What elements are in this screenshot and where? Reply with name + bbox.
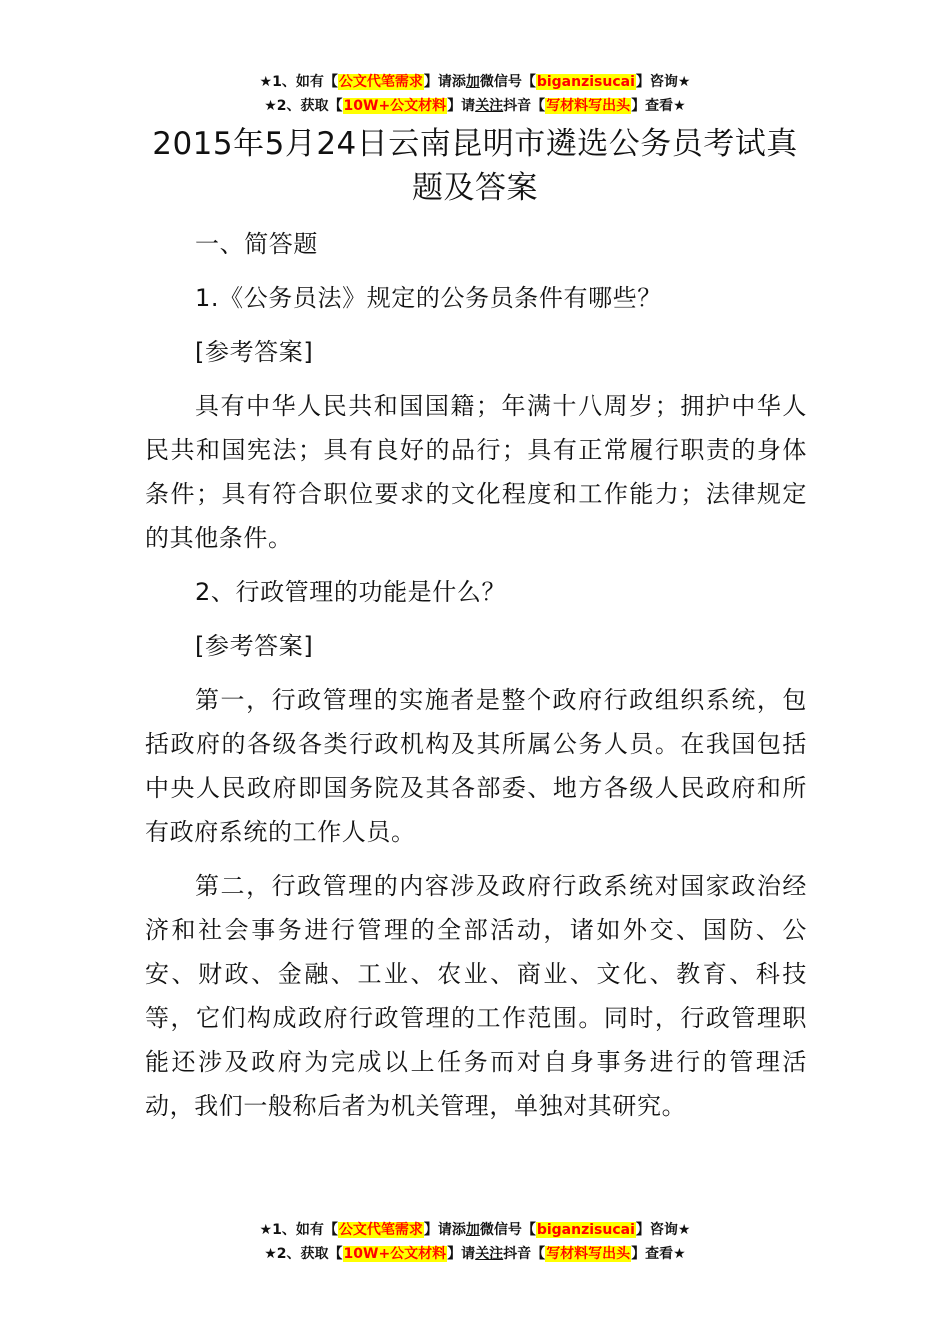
promo-line-2-underline: 关注: [475, 98, 504, 114]
promo-line-2-prefix-bottom: ★2、获取【: [264, 1246, 343, 1262]
promo-line-1: [0, 70, 950, 94]
promo-line-1-bottom: [0, 1218, 950, 1242]
promo-line-2-suffix: 】查看★: [631, 98, 686, 114]
promo-line-1-middle-bottom: 】请添: [423, 1222, 466, 1238]
promo-line-2-prefix: ★2、获取【: [264, 98, 343, 114]
promo-highlight-wechat-id-bottom: biganzisucai: [536, 1222, 635, 1238]
promo-line-1-middle: 】请添: [423, 74, 466, 90]
promo-line-1-middle2-bottom: 微信号【: [479, 1222, 536, 1238]
promo-line-1-prefix-bottom: ★1、如有【: [259, 1222, 338, 1238]
question-1: 1.《公务员法》规定的公务员条件有哪些？: [195, 284, 662, 312]
promo-line-2-suffix-bottom: 】查看★: [631, 1246, 686, 1262]
promo-line-1-prefix: ★1、如有【: [259, 74, 338, 90]
promo-highlight-service-bottom: 公文代笔需求: [338, 1222, 423, 1238]
promo-line-1-suffix: 】咨询★: [635, 74, 691, 90]
promo-line-2-middle2: 抖音【: [503, 98, 546, 114]
promo-line-1-underline: 加: [465, 74, 480, 90]
promo-line-1-underline-bottom: 加: [465, 1222, 480, 1238]
answer-2-paragraph-2: 第二，行政管理的内容涉及政府行政系统对国家政治经济和社会事务进行管理的全部活动，诸如外交、国防、公安、财政、金融、工业、农业、商业、文化、教育、科技等，它们构成政府行政管理的工作范围。同时，行政管理职能还涉及政府为完成以上任务而对自身事务进行的管理活动，我们一般称后者为机关管理，单独对其研究。: [145, 872, 807, 1120]
section-heading: 一、简答题: [195, 230, 318, 258]
promo-line-2: [0, 94, 950, 118]
promo-highlight-douyin-id: 写材料写出头: [546, 98, 631, 114]
promo-line-2-middle: 】请: [447, 98, 476, 114]
document-body: [145, 222, 807, 1138]
promo-line-2-middle-bottom: 】请: [447, 1246, 476, 1262]
promo-banner-top: [0, 70, 950, 118]
promo-line-1-suffix-bottom: 】咨询★: [635, 1222, 691, 1238]
promo-highlight-douyin-id-bottom: 写材料写出头: [546, 1246, 631, 1262]
promo-line-2-middle2-bottom: 抖音【: [503, 1246, 546, 1262]
answer-1-text: 具有中华人民共和国国籍；年满十八周岁；拥护中华人民共和国宪法；具有良好的品行；具有正常履行职责的身体条件；具有符合职位要求的文化程度和工作能力；法律规定的其他条件。: [145, 392, 807, 552]
answer-2-label: [参考答案]: [195, 632, 314, 660]
answer-1-label: [参考答案]: [195, 338, 314, 366]
promo-line-2-underline-bottom: 关注: [475, 1246, 504, 1262]
document-title: 2015年5月24日云南昆明市遴选公务员考试真题及答案: [152, 126, 798, 206]
promo-highlight-materials-bottom: 10W+公文材料: [343, 1246, 447, 1262]
promo-highlight-service: 公文代笔需求: [338, 74, 423, 90]
promo-highlight-wechat-id: biganzisucai: [536, 74, 635, 90]
promo-banner-bottom: [0, 1218, 950, 1266]
promo-line-1-middle2: 微信号【: [479, 74, 536, 90]
promo-highlight-materials: 10W+公文材料: [343, 98, 447, 114]
question-2: 2、行政管理的功能是什么？: [195, 578, 507, 606]
answer-2-paragraph-1: 第一，行政管理的实施者是整个政府行政组织系统，包括政府的各级各类行政机构及其所属公务人员。在我国包括中央人民政府即国务院及其各部委、地方各级人民政府和所有政府系统的工作人员。: [145, 686, 807, 846]
promo-line-2-bottom: [0, 1242, 950, 1266]
